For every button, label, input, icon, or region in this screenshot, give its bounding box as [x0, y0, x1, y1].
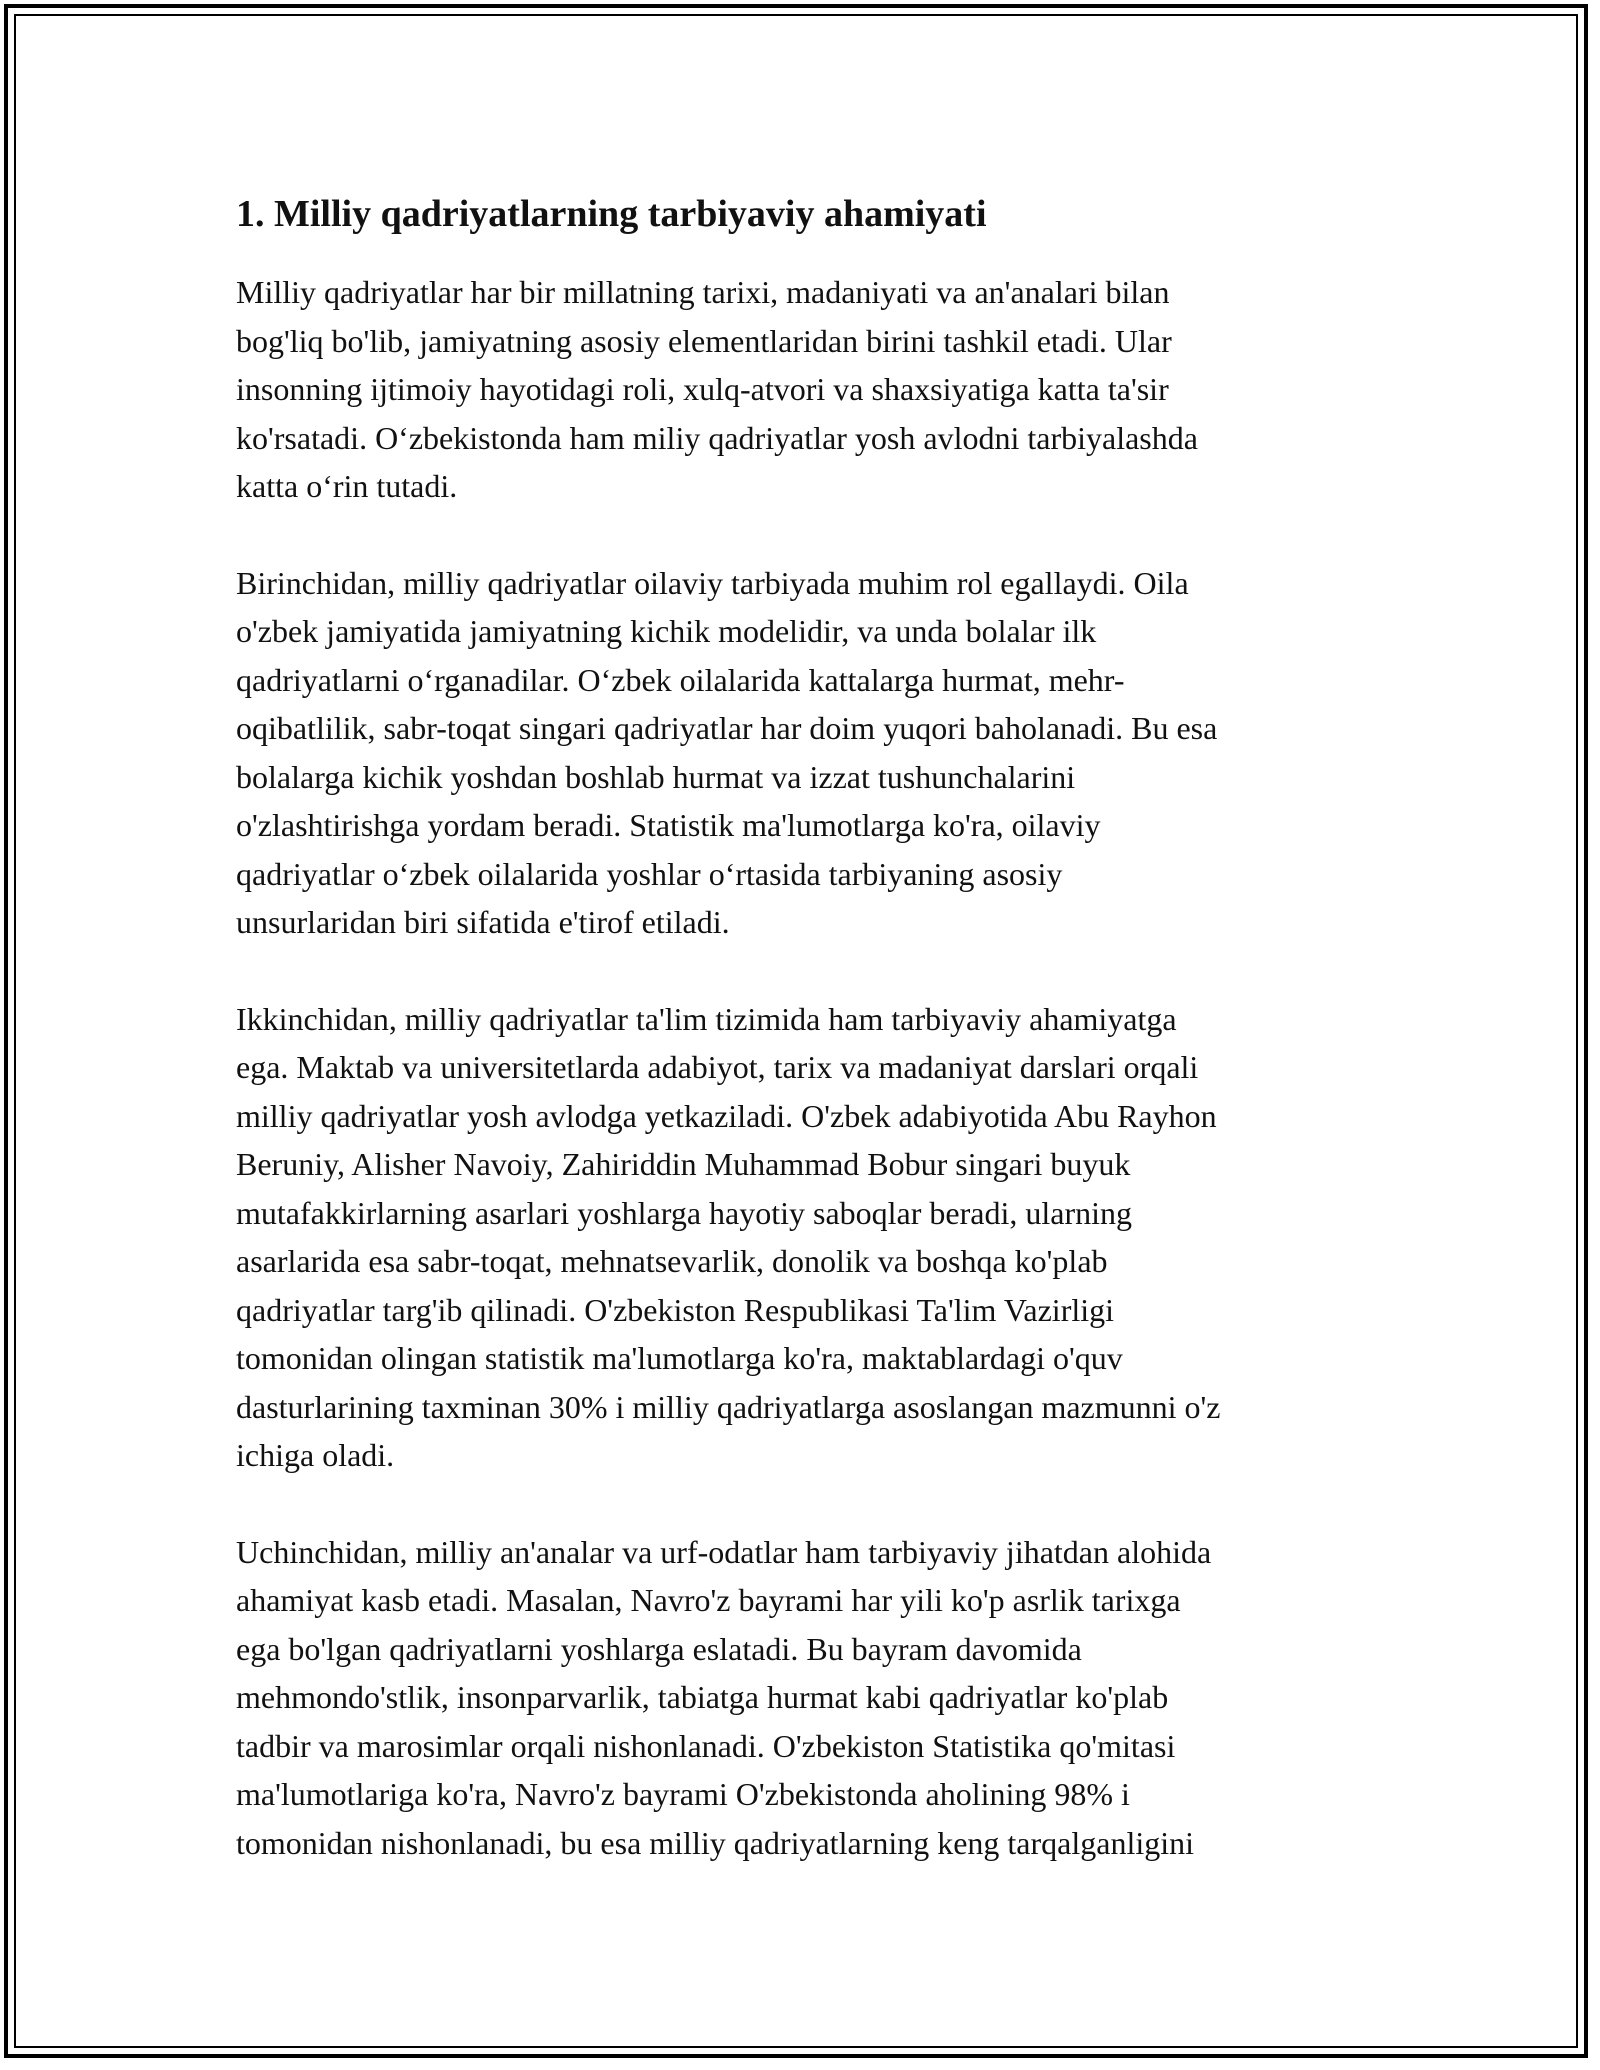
paragraph-traditions: Uchinchidan, milliy an'analar va urf-odatlar ham tarbiyaviy jihatdan alohida ahamiyat kasb etadi. Masalan, Navro'z bayrami har yili ko'p asrlik tarixga ega bo'lgan qadriyatlarni yoshlarga eslatadi. Bu bayram davomida mehmondo'stlik, insonparvarlik, tabiatga hurmat kabi qadriyatlar ko'plab tadbir va marosimlar orqali nishonlanadi. O'zbekiston Statistika qo'mitasi ma'lumotlariga ko'ra, Navro'z bayrami O'zbekistonda aholining 98% i tomonidan nishonlanadi, bu esa milliy qadriyatlarning keng tarqalganligini: [236, 1533, 1212, 1861]
paragraph-education-system: Ikkinchidan, milliy qadriyatlar ta'lim tizimida ham tarbiyaviy ahamiyatga ega. Maktab va universitetlarda adabiyot, tarix va madaniyat darslari orqali milliy qadriyatlar yosh avlodga yetkaziladi. O'zbek adabiyotida Abu Rayhon Beruniy, Alisher Navoiy, Zahiriddin Muhammad Bobur singari buyuk mutafakkirlarning asarlari yoshlarga hayotiy saboqlar beradi, ularning asarlarida esa sabr-toqat, mehnatsevarlik, donolik va boshqa ko'plab qadriyatlar targ'ib qilinadi. O'zbekiston Respublikasi Ta'lim Vazirligi tomonidan olingan statistik ma'lumotlarga ko'ra, maktablardagi o'quv dasturlarining taxminan 30% i milliy qadriyatlarga asoslangan mazmunni o'z ichiga oladi.: [236, 1000, 1221, 1473]
section-heading: 1. Milliy qadriyatlarning tarbiyaviy ahamiyati: [236, 193, 987, 235]
paragraph-intro: Milliy qadriyatlar har bir millatning tarixi, madaniyati va an'analari bilan bog'liq bo'lib, jamiyatning asosiy elementlaridan birini tashkil etadi. Ular insonning ijtimoiy hayotidagi roli, xulq-atvori va shaxsiyatiga katta ta'sir ko'rsatadi. O‘zbekistonda ham miliy qadriyatlar yosh avlodni tarbiyalashda katta o‘rin tutadi.: [236, 274, 1198, 504]
paragraph-family-upbringing: Birinchidan, milliy qadriyatlar oilaviy tarbiyada muhim rol egallaydi. Oila o'zbek jamiyatida jamiyatning kichik modelidir, va unda bolalar ilk qadriyatlarni o‘rganadilar. O‘zbek oilalarida kattalarga hurmat, mehr- oqibatlilik, sabr-toqat singari qadriyatlar har doim yuqori baholanadi. Bu esa bolalarga kichik yoshdan boshlab hurmat va izzat tushunchalarini o'zlashtirishga yordam beradi. Statistik ma'lumotlarga ko'ra, oilaviy qadriyatlar o‘zbek oilalarida yoshlar o‘rtasida tarbiyaning asosiy unsurlaridan biri sifatida e'tirof etiladi.: [236, 564, 1218, 940]
document-body: [236, 188, 1376, 1867]
